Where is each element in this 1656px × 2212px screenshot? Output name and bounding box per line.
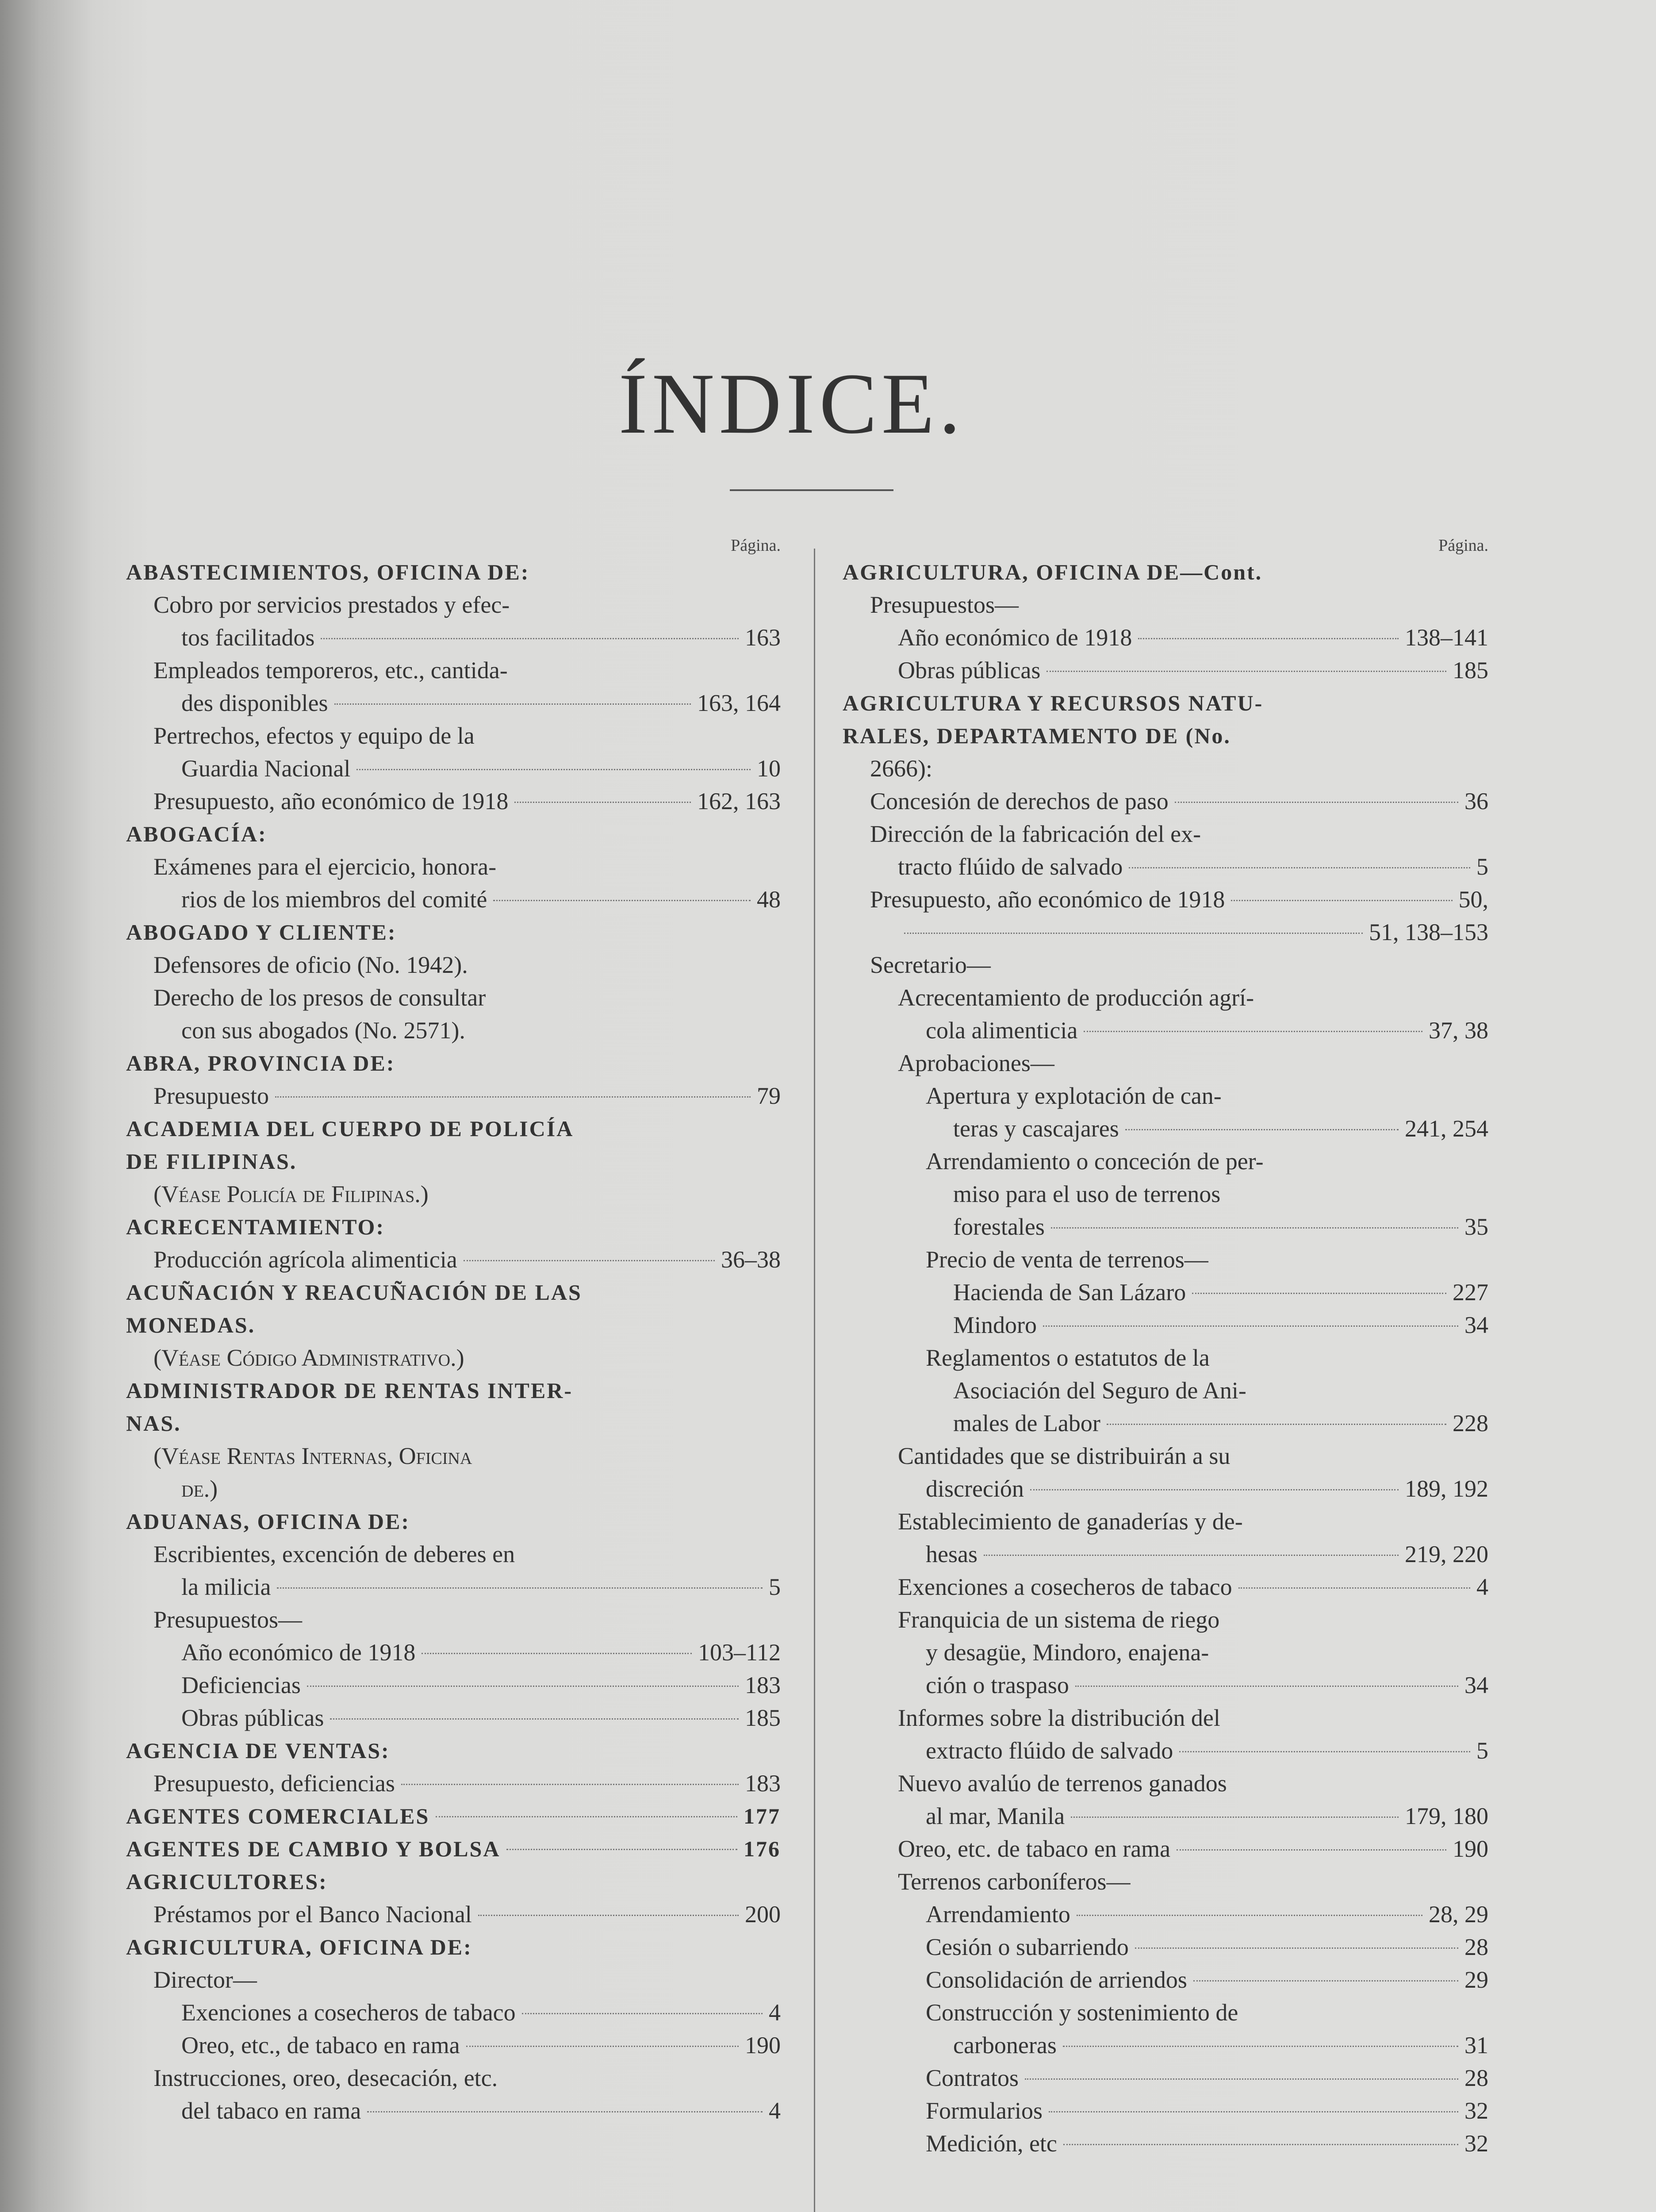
page-reference: 34 [1464,1672,1488,1698]
entry-text: y desagüe, Mindoro, enajena- [926,1639,1209,1666]
index-entry [181,1636,781,1669]
leader-dots [321,638,739,639]
entry-text: teras y cascajares [953,1115,1119,1142]
index-entry [181,2029,781,2062]
leader-dots [466,2046,739,2047]
index-heading [126,818,781,850]
entry-text: Dirección de la fabricación del ex- [870,821,1201,847]
page-reference: 103–112 [698,1639,781,1666]
index-entry [926,1243,1488,1276]
index-entry [926,1800,1488,1832]
entry-text: Presupuestos— [153,1606,302,1633]
page-reference: 4 [1476,1574,1488,1600]
entry-text: Franquicia de un sistema de riego [898,1606,1220,1633]
page-reference: 185 [1453,657,1488,684]
index-entry [898,916,1488,949]
index-entry [953,1309,1488,1341]
entry-text: Cesión o subarriendo [926,1934,1129,1960]
index-entry [898,1047,1488,1079]
entry-text: Guardia Nacional [181,755,351,782]
entry-text: Deficiencias [181,1672,301,1698]
entry-text: Medición, etc [926,2130,1057,2157]
index-entry [926,1014,1488,1047]
entry-text: Pertrechos, efectos y equipo de la [153,722,475,749]
index-entry [898,981,1488,1014]
index-entry [898,1865,1488,1898]
entry-text: DE FILIPINAS. [126,1149,297,1174]
entry-text: des disponibles [181,690,328,716]
index-entry [898,1832,1488,1865]
index-entry [181,1701,781,1734]
index-entry [153,719,781,752]
index-heading [126,1210,781,1243]
entry-text: Cobro por servicios prestados y efec- [153,591,510,618]
leader-dots [514,802,691,803]
index-heading [843,687,1488,719]
entry-text: Empleados temporeros, etc., cantida- [153,657,508,684]
entry-text: ABOGADO Y CLIENTE: [126,920,397,945]
index-entry [953,2029,1488,2062]
index-entry [953,1374,1488,1407]
leader-dots [330,1718,739,1720]
page-reference: 10 [757,755,781,782]
page-reference: 35 [1464,1214,1488,1240]
index-heading [126,1832,781,1865]
index-entry [926,1538,1488,1571]
index-entry [181,752,781,785]
index-entry [926,2094,1488,2127]
entry-text: Secretario— [870,952,991,978]
index-heading [126,1931,781,1963]
page-reference: 162, 163 [697,788,781,814]
page-reference: 189, 192 [1405,1475,1488,1502]
index-entry [153,1243,781,1276]
entry-text: Nuevo avalúo de terrenos ganados [898,1770,1227,1797]
index-entry [153,785,781,818]
index-heading [126,1505,781,1538]
entry-text: Derecho de los presos de consultar [153,984,486,1011]
index-heading [126,1309,781,1341]
entry-text: Acrecentamiento de producción agrí- [898,984,1254,1011]
entry-text: males de Labor [953,1410,1100,1436]
entry-text: Presupuesto [153,1083,269,1109]
entry-text: tos facilitados [181,624,315,651]
page-reference: 190 [1453,1836,1488,1862]
leader-dots [1179,1751,1470,1752]
entry-text: Construcción y sostenimiento de [926,1999,1238,2026]
index-entry [153,1963,781,1996]
index-entry [181,1014,781,1047]
entry-text: Formularios [926,2097,1043,2124]
entry-text: Obras públicas [181,1705,324,1731]
index-entry [926,1963,1488,1996]
leader-dots [1043,1325,1458,1327]
entry-text: Establecimiento de ganaderías y de- [898,1508,1243,1535]
index-entry [926,1145,1488,1178]
entry-text: Año económico de 1918 [181,1639,416,1666]
leader-dots [1084,1031,1422,1032]
entry-text: Reglamentos o estatutos de la [926,1344,1210,1371]
entry-text: Precio de venta de terrenos— [926,1246,1208,1273]
entry-text: ACADEMIA DEL CUERPO DE POLICÍA [126,1116,574,1141]
entry-text: Obras públicas [898,657,1041,684]
index-heading [126,1047,781,1079]
index-heading [126,1865,781,1898]
entry-text: Informes sobre la distribución del [898,1705,1220,1731]
leader-dots [334,703,691,705]
entry-text: AGENTES COMERCIALES [126,1804,430,1828]
index-entry [153,949,781,981]
leader-dots [1075,1686,1458,1687]
leader-dots [1138,638,1399,639]
leader-dots [1231,900,1452,901]
index-entry [181,1472,781,1505]
entry-text: NAS. [126,1411,181,1436]
leader-dots [1135,1947,1458,1949]
page-reference: 50, [1458,886,1488,913]
index-heading [126,1276,781,1309]
index-entry [153,2062,781,2094]
index-entry [898,1440,1488,1472]
leader-dots [275,1096,751,1098]
index-entry [181,2094,781,2127]
page-reference: 28 [1464,2065,1488,2091]
page-reference: 5 [1476,1737,1488,1764]
entry-text: Escribientes, excención de deberes en [153,1541,515,1567]
entry-text: Apertura y explotación de can- [926,1083,1222,1109]
index-entry [153,1440,781,1472]
page-reference: 183 [745,1770,781,1797]
leader-dots [506,1849,737,1850]
leader-dots [1125,1129,1399,1130]
index-entry [898,1505,1488,1538]
page-reference: 4 [769,2097,781,2124]
leader-dots [1051,1227,1458,1229]
page-reference: 4 [769,1999,781,2026]
page-reference: 228 [1453,1410,1488,1436]
index-entry [953,1210,1488,1243]
leader-dots [1107,1424,1446,1425]
column-divider [814,549,815,2212]
entry-text: forestales [953,1214,1045,1240]
leader-dots [522,2013,763,2014]
index-entry [898,654,1488,687]
index-heading [126,1407,781,1440]
index-entry [153,1079,781,1112]
leader-dots [464,1260,715,1261]
entry-text: hesas [926,1541,978,1567]
leader-dots [904,933,1363,934]
page-reference: 36–38 [721,1246,781,1273]
entry-text: Oreo, etc. de tabaco en rama [898,1836,1171,1862]
entry-text: Año económico de 1918 [898,624,1132,651]
leader-dots [1049,2111,1458,2112]
index-entry [898,1571,1488,1603]
entry-text: ACUÑACIÓN Y REACUÑACIÓN DE LAS [126,1280,582,1305]
entry-text: tracto flúido de salvado [898,853,1123,880]
page-reference: 176 [744,1836,781,1861]
entry-text: AGRICULTURA, OFICINA DE: [126,1935,472,1959]
page-reference: 31 [1464,2032,1488,2058]
index-entry [181,1571,781,1603]
leader-dots [1238,1587,1470,1589]
leader-dots [984,1555,1399,1556]
entry-text: Contratos [926,2065,1019,2091]
entry-text: Director— [153,1966,257,1993]
index-entry [153,588,781,621]
index-entry [181,687,781,719]
entry-text: ABRA, PROVINCIA DE: [126,1051,395,1075]
entry-text: AGENCIA DE VENTAS: [126,1738,390,1763]
index-heading [126,1112,781,1145]
index-entry [953,1178,1488,1210]
entry-text: Concesión de derechos de paso [870,788,1169,814]
entry-text: carboneras [953,2032,1057,2058]
page-reference: 32 [1464,2130,1488,2157]
page-reference: 37, 38 [1429,1017,1488,1044]
leader-dots [493,900,751,901]
index-entry [153,1767,781,1800]
entry-text: discreción [926,1475,1024,1502]
index-entry [181,883,781,916]
index-entry [926,2127,1488,2160]
entry-text: Arrendamiento [926,1901,1070,1928]
leader-dots [367,2111,763,2112]
index-column-right [843,535,1488,2160]
entry-text: Cantidades que se distribuirán a su [898,1443,1230,1469]
entry-text: de.) [181,1475,218,1502]
index-entry [926,1734,1488,1767]
index-heading [126,1800,781,1832]
index-entry [870,818,1488,850]
page-reference: 34 [1464,1312,1488,1338]
index-entry [926,1898,1488,1931]
entry-text: extracto flúido de salvado [926,1737,1173,1764]
index-entry [870,588,1488,621]
index-entry [926,2062,1488,2094]
index-heading [126,1145,781,1178]
index-column-left [126,535,781,2127]
entry-text: ADMINISTRADOR DE RENTAS INTER- [126,1378,573,1403]
entry-text: ABOGACÍA: [126,822,267,846]
index-entry [181,621,781,654]
page-reference: 48 [757,886,781,913]
entry-text: (Véase Rentas Internas, Oficina [153,1443,472,1469]
leader-dots [277,1587,763,1589]
page-column-label: Página. [731,536,781,555]
index-entry [898,1767,1488,1800]
entry-text: Exenciones a cosecheros de tabaco [181,1999,516,2026]
entry-text: Mindoro [953,1312,1037,1338]
index-entry [953,1112,1488,1145]
entry-text: Presupuesto, año económico de 1918 [153,788,509,814]
leader-dots [1177,1849,1446,1851]
entry-text: Presupuesto, año económico de 1918 [870,886,1225,913]
index-entry [926,1996,1488,2029]
entry-text: ACRECENTAMIENTO: [126,1214,385,1239]
entry-text: Asociación del Seguro de Ani- [953,1377,1246,1404]
entry-text: ADUANAS, OFICINA DE: [126,1509,410,1534]
entry-text: al mar, Manila [926,1803,1065,1829]
leader-dots [1175,802,1458,803]
index-heading [126,916,781,949]
index-entry [870,949,1488,981]
leader-dots [478,1915,739,1916]
leader-dots [1025,2078,1458,2080]
index-entry [926,1472,1488,1505]
entry-text: MONEDAS. [126,1313,256,1337]
index-entry [926,1636,1488,1669]
page-reference: 138–141 [1405,624,1488,651]
index-entry [926,1079,1488,1112]
entry-text: Presupuesto, deficiencias [153,1770,395,1797]
index-entry [898,1701,1488,1734]
entry-text: Presupuestos— [870,591,1019,618]
page-reference: 29 [1464,1966,1488,1993]
entry-text: miso para el uso de terrenos [953,1181,1221,1207]
leader-dots [1046,671,1446,672]
index-entry [153,1603,781,1636]
index-entry [153,654,781,687]
index-entry [953,1407,1488,1440]
entry-text: ción o traspaso [926,1672,1069,1698]
index-entries-right [843,556,1488,2160]
entry-text: cola alimenticia [926,1017,1078,1044]
entry-text: (Véase Código Administrativo.) [153,1344,464,1371]
entry-text: Arrendamiento o conceción de per- [926,1148,1264,1175]
entry-text: Defensores de oficio (No. 1942). [153,952,468,978]
entry-text: Consolidación de arriendos [926,1966,1187,1993]
page-reference: 28 [1464,1934,1488,1960]
page-reference: 79 [757,1083,781,1109]
index-entry [153,850,781,883]
entry-text: del tabaco en rama [181,2097,361,2124]
index-entry [898,1603,1488,1636]
index-entry [181,1996,781,2029]
entry-text: AGENTES DE CAMBIO Y BOLSA [126,1836,501,1861]
entry-text: RALES, DEPARTAMENTO DE (No. [843,723,1231,748]
page-reference: 32 [1464,2097,1488,2124]
index-heading [126,1734,781,1767]
page-column-label: Página. [1438,536,1488,555]
leader-dots [401,1784,739,1785]
entry-text: AGRICULTURA Y RECURSOS NATU- [843,691,1264,715]
page-reference: 179, 180 [1405,1803,1488,1829]
entry-text: Terrenos carboníferos— [898,1868,1131,1895]
page-reference: 177 [744,1804,781,1828]
page-reference: 51, 138–153 [1369,919,1488,945]
page-reference: 5 [1476,853,1488,880]
index-entry [926,1669,1488,1701]
index-entry [153,1178,781,1210]
index-entry [870,785,1488,818]
entry-text: Exámenes para el ejercicio, honora- [153,853,497,880]
entry-text: ABASTECIMIENTOS, OFICINA DE: [126,560,530,584]
index-entry [153,1538,781,1571]
page-title: ÍNDICE. [618,356,965,452]
entry-text: Instrucciones, oreo, desecación, etc. [153,2065,498,2091]
entry-text: AGRICULTORES: [126,1869,328,1894]
page-reference: 227 [1453,1279,1488,1306]
entry-text: Exenciones a cosecheros de tabaco [898,1574,1232,1600]
title-rule [730,489,893,491]
index-entry [870,752,1488,785]
entry-text: rios de los miembros del comité [181,886,487,913]
page-reference: 163, 164 [697,690,781,716]
page-reference: 200 [745,1901,781,1928]
leader-dots [1129,867,1470,868]
entry-text: Producción agrícola alimenticia [153,1246,457,1273]
leader-dots [1030,1489,1399,1490]
leader-dots [1192,1293,1446,1294]
page-reference: 219, 220 [1405,1541,1488,1567]
index-heading [843,719,1488,752]
entry-text: Hacienda de San Lázaro [953,1279,1186,1306]
index-entry [953,1276,1488,1309]
leader-dots [1071,1816,1399,1818]
entry-text: Préstamos por el Banco Nacional [153,1901,472,1928]
index-entry [153,1341,781,1374]
entry-text: la milicia [181,1574,271,1600]
leader-dots [422,1653,692,1654]
entry-text: (Véase Policía de Filipinas.) [153,1181,429,1207]
index-entries-left [126,556,781,2127]
index-entry [870,883,1488,916]
entry-text: Oreo, etc., de tabaco en rama [181,2032,460,2058]
leader-dots [1063,2144,1458,2145]
leader-dots [1063,2046,1458,2047]
page-reference: 36 [1464,788,1488,814]
page-reference: 190 [745,2032,781,2058]
leader-dots [1193,1980,1458,1982]
entry-text: Aprobaciones— [898,1050,1054,1076]
leader-dots [1077,1915,1422,1916]
index-entry [153,1898,781,1931]
entry-text: AGRICULTURA, OFICINA DE—Cont. [843,560,1263,584]
index-entry [926,1341,1488,1374]
index-entry [153,981,781,1014]
page-reference: 5 [769,1574,781,1600]
leader-dots [356,769,751,770]
entry-text: 2666): [870,755,932,782]
index-entry [926,1931,1488,1963]
leader-dots [307,1686,739,1687]
page-reference: 163 [745,624,781,651]
page-reference: 185 [745,1705,781,1731]
page-reference: 28, 29 [1429,1901,1488,1928]
index-heading [126,556,781,588]
index-entry [898,621,1488,654]
page-reference: 241, 254 [1405,1115,1488,1142]
index-heading [843,556,1488,588]
leader-dots [436,1816,737,1817]
entry-text: con sus abogados (No. 2571). [181,1017,465,1044]
index-heading [126,1374,781,1407]
page-reference: 183 [745,1672,781,1698]
index-entry [898,850,1488,883]
index-entry [181,1669,781,1701]
